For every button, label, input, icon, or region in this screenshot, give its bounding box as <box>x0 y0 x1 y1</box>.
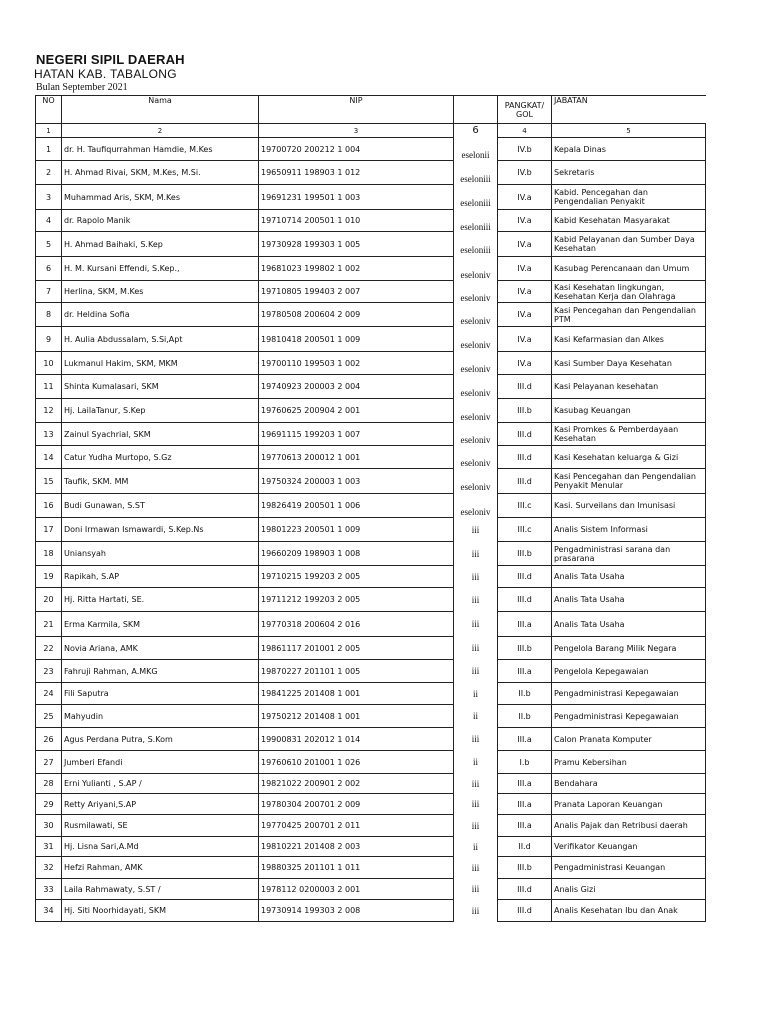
cell-jabatan: Kabid Kesehatan Masyarakat <box>552 210 706 232</box>
cell-eselon <box>454 728 498 751</box>
cell-nama: Jumberi Efandi <box>62 751 259 774</box>
cell-nip: 19760625 200904 2 001 <box>259 399 454 423</box>
cell-gol: II.d <box>498 837 552 857</box>
cell-jabatan: Kasi Sumber Daya Kesehatan <box>552 352 706 375</box>
index-nip: 3 <box>259 124 454 138</box>
cell-no: 14 <box>36 446 62 469</box>
cell-nip: 19750324 200003 1 003 <box>259 469 454 494</box>
cell-no: 29 <box>36 794 62 815</box>
cell-eselon <box>454 683 498 705</box>
cell-nama: Fahruji Rahman, A.MKG <box>62 660 259 683</box>
cell-jabatan: Pranata Laporan Keuangan <box>552 794 706 815</box>
table-row <box>36 185 706 210</box>
cell-nama: Rusmilawati, SE <box>62 815 259 837</box>
cell-eselon <box>454 774 498 794</box>
cell-gol: III.d <box>498 446 552 469</box>
cell-no: 9 <box>36 327 62 352</box>
cell-gol: I.b <box>498 751 552 774</box>
cell-eselon <box>454 303 498 327</box>
cell-nip: 19711212 199203 2 005 <box>259 588 454 612</box>
cell-no: 12 <box>36 399 62 423</box>
cell-no: 22 <box>36 637 62 660</box>
table-row <box>36 494 706 518</box>
cell-no: 27 <box>36 751 62 774</box>
cell-eselon <box>454 879 498 900</box>
document-title-line2: HATAN KAB. TABALONG <box>34 67 177 81</box>
cell-eselon <box>454 375 498 399</box>
table-row <box>36 837 706 857</box>
table-row <box>36 257 706 281</box>
cell-eselon <box>454 900 498 922</box>
cell-nama: Shinta Kumalasari, SKM <box>62 375 259 399</box>
cell-eselon-text: iii <box>471 643 480 653</box>
cell-no: 17 <box>36 518 62 542</box>
cell-no: 25 <box>36 705 62 728</box>
cell-no: 4 <box>36 210 62 232</box>
cell-gol: III.a <box>498 612 552 637</box>
cell-eselon <box>454 399 498 423</box>
cell-eselon <box>454 751 498 774</box>
header-eselon <box>454 96 498 124</box>
cell-eselon-text: eseloniii <box>460 173 491 184</box>
cell-nama: Hefzi Rahman, AMK <box>62 857 259 879</box>
cell-eselon-text: ii <box>472 757 478 767</box>
table-row <box>36 375 706 399</box>
cell-eselon-text: eseloniv <box>460 364 491 374</box>
table-row <box>36 210 706 232</box>
cell-eselon <box>454 161 498 185</box>
cell-eselon <box>454 232 498 257</box>
table-row <box>36 232 706 257</box>
cell-gol: III.c <box>498 518 552 542</box>
cell-eselon-text: iii <box>471 820 480 831</box>
cell-nama: dr. H. Taufiqurrahman Hamdie, M.Kes <box>62 138 259 161</box>
cell-gol: IV.a <box>498 352 552 375</box>
cell-gol: III.d <box>498 375 552 399</box>
cell-nip: 19700110 199503 1 002 <box>259 352 454 375</box>
cell-eselon-text: ii <box>472 711 478 721</box>
cell-nip: 19900831 202012 1 014 <box>259 728 454 751</box>
cell-no: 26 <box>36 728 62 751</box>
cell-nama: Mahyudin <box>62 705 259 728</box>
table-row <box>36 138 706 161</box>
cell-no: 32 <box>36 857 62 879</box>
table-row <box>36 399 706 423</box>
table-row <box>36 446 706 469</box>
cell-nama: Agus Perdana Putra, S.Kom <box>62 728 259 751</box>
cell-eselon <box>454 705 498 728</box>
cell-gol: IV.a <box>498 281 552 303</box>
cell-eselon-text: eseloniv <box>460 387 491 398</box>
cell-nama: dr. Rapolo Manik <box>62 210 259 232</box>
cell-gol: III.b <box>498 857 552 879</box>
cell-nama: Herlina, SKM, M.Kes <box>62 281 259 303</box>
cell-nip: 19730914 199303 2 008 <box>259 900 454 922</box>
cell-jabatan: Analis Sistem Informasi <box>552 518 706 542</box>
cell-jabatan: Analis Tata Usaha <box>552 566 706 588</box>
cell-gol: III.a <box>498 794 552 815</box>
table-row <box>36 518 706 542</box>
cell-nama: Uniansyah <box>62 542 259 566</box>
cell-jabatan: Kasubag Perencanaan dan Umum <box>552 257 706 281</box>
cell-eselon <box>454 857 498 879</box>
cell-eselon <box>454 518 498 542</box>
cell-no: 16 <box>36 494 62 518</box>
cell-gol: III.a <box>498 728 552 751</box>
header-pangkat: PANGKAT/ GOL <box>498 96 552 124</box>
cell-nip: 19750212 201408 1 001 <box>259 705 454 728</box>
cell-jabatan: Pengelola Barang Milik Negara <box>552 637 706 660</box>
index-eselon: 6 <box>472 125 479 137</box>
cell-eselon-text: iii <box>471 524 480 535</box>
cell-eselon-text: iii <box>471 734 480 744</box>
table-row <box>36 794 706 815</box>
document-period: Bulan September 2021 <box>36 82 128 93</box>
cell-nip: 19780508 200604 2 009 <box>259 303 454 327</box>
cell-gol: III.d <box>498 423 552 446</box>
cell-eselon-text: ii <box>472 688 478 699</box>
cell-no: 10 <box>36 352 62 375</box>
cell-nip: 19826419 200501 1 006 <box>259 494 454 518</box>
cell-jabatan: Analis Tata Usaha <box>552 612 706 637</box>
cell-eselon <box>454 352 498 375</box>
cell-gol: III.d <box>498 879 552 900</box>
table-row <box>36 327 706 352</box>
cell-nip: 19821022 200901 2 002 <box>259 774 454 794</box>
table-row <box>36 588 706 612</box>
cell-nip: 19780304 200701 2 009 <box>259 794 454 815</box>
cell-eselon-text: eseloniv <box>460 458 491 468</box>
table-row <box>36 660 706 683</box>
cell-nama: Laila Rahmawaty, S.ST / <box>62 879 259 900</box>
cell-jabatan: Pengadministrasi Kepegawaian <box>552 705 706 728</box>
cell-gol: III.b <box>498 542 552 566</box>
cell-no: 18 <box>36 542 62 566</box>
table-row <box>36 857 706 879</box>
table-row <box>36 815 706 837</box>
cell-gol: IV.a <box>498 210 552 232</box>
cell-eselon <box>454 637 498 660</box>
cell-no: 21 <box>36 612 62 637</box>
table-row <box>36 728 706 751</box>
cell-no: 1 <box>36 138 62 161</box>
cell-eselon-text: eselonii <box>461 150 490 160</box>
cell-no: 31 <box>36 837 62 857</box>
cell-eselon-text: iii <box>471 548 480 559</box>
cell-eselon-text: eseloniv <box>460 435 491 445</box>
cell-eselon <box>454 281 498 303</box>
cell-jabatan: Kepala Dinas <box>552 138 706 161</box>
cell-gol: III.a <box>498 774 552 794</box>
document-title-line1: NEGERI SIPIL DAERAH <box>36 52 185 67</box>
cell-jabatan: Analis Pajak dan Retribusi daerah <box>552 815 706 837</box>
cell-nip: 19801223 200501 1 009 <box>259 518 454 542</box>
cell-eselon-text: eseloniv <box>460 269 491 280</box>
cell-eselon <box>454 210 498 232</box>
cell-nip: 19700720 200212 1 004 <box>259 138 454 161</box>
cell-gol: III.c <box>498 494 552 518</box>
table-row <box>36 612 706 637</box>
cell-nip: 19710805 199403 2 007 <box>259 281 454 303</box>
cell-jabatan: Kasubag Keuangan <box>552 399 706 423</box>
header-no: NO <box>36 96 62 124</box>
cell-jabatan: Kasi Kesehatan lingkungan, Kesehatan Kerja dan Olahraga <box>552 281 706 303</box>
cell-jabatan: Pramu Kebersihan <box>552 751 706 774</box>
cell-nip: 19810418 200501 1 009 <box>259 327 454 352</box>
cell-eselon <box>454 185 498 210</box>
cell-gol: II.b <box>498 683 552 705</box>
cell-gol: III.a <box>498 815 552 837</box>
cell-eselon-text: iii <box>471 666 480 676</box>
cell-gol: III.a <box>498 660 552 683</box>
index-pangkat: 4 <box>498 124 552 138</box>
cell-eselon <box>454 138 498 161</box>
cell-nama: Doni Irmawan Ismawardi, S.Kep.Ns <box>62 518 259 542</box>
table-row <box>36 423 706 446</box>
cell-eselon <box>454 423 498 446</box>
cell-nip: 19691231 199501 1 003 <box>259 185 454 210</box>
cell-eselon-text: iii <box>471 862 480 873</box>
table-row <box>36 705 706 728</box>
cell-nama: dr. Heldina Sofia <box>62 303 259 327</box>
cell-nip: 19770318 200604 2 016 <box>259 612 454 637</box>
cell-eselon-text: eseloniv <box>460 340 491 350</box>
cell-nama: Erma Karmila, SKM <box>62 612 259 637</box>
cell-jabatan: Bendahara <box>552 774 706 794</box>
cell-nama: Hj. Siti Noorhidayati, SKM <box>62 900 259 922</box>
index-nama: 2 <box>62 124 259 138</box>
table-row <box>36 352 706 375</box>
header-nip: NIP <box>259 96 454 124</box>
cell-eselon-text: iii <box>471 905 480 916</box>
cell-nip: 19650911 198903 1 012 <box>259 161 454 185</box>
cell-nip: 19861117 201001 2 005 <box>259 637 454 660</box>
cell-nama: Muhammad Aris, SKM, M.Kes <box>62 185 259 210</box>
cell-jabatan: Analis Gizi <box>552 879 706 900</box>
cell-nama: Catur Yudha Murtopo, S.Gz <box>62 446 259 469</box>
cell-jabatan: Kasi Pencegahan dan Pengendalian PTM <box>552 303 706 327</box>
cell-eselon <box>454 469 498 494</box>
cell-eselon-text: iii <box>471 594 480 605</box>
cell-no: 24 <box>36 683 62 705</box>
cell-nip: 19691115 199203 1 007 <box>259 423 454 446</box>
table-row <box>36 469 706 494</box>
cell-jabatan: Kabid Pelayanan dan Sumber Daya Kesehatan <box>552 232 706 257</box>
cell-eselon-text: eseloniv <box>460 482 491 492</box>
cell-gol: III.b <box>498 399 552 423</box>
cell-eselon <box>454 566 498 588</box>
cell-nama: H. Ahmad Rivai, SKM, M.Kes, M.Si. <box>62 161 259 185</box>
table-row <box>36 161 706 185</box>
cell-gol: III.d <box>498 469 552 494</box>
cell-nama: Novia Ariana, AMK <box>62 637 259 660</box>
table-row <box>36 751 706 774</box>
cell-nip: 19770425 200701 2 011 <box>259 815 454 837</box>
employee-table <box>35 95 706 922</box>
cell-eselon-text: iii <box>471 571 480 582</box>
cell-nama: H. Ahmad Baihaki, S.Kep <box>62 232 259 257</box>
cell-eselon-text: iii <box>471 778 480 789</box>
table-row <box>36 542 706 566</box>
cell-eselon <box>454 794 498 815</box>
cell-nip: 19730928 199303 1 005 <box>259 232 454 257</box>
cell-no: 33 <box>36 879 62 900</box>
cell-no: 23 <box>36 660 62 683</box>
cell-eselon <box>454 815 498 837</box>
cell-eselon-text: iii <box>471 799 480 809</box>
cell-nama: Zainul Syachrial, SKM <box>62 423 259 446</box>
cell-nama: Retty Ariyani,S.AP <box>62 794 259 815</box>
cell-nip: 19710215 199203 2 005 <box>259 566 454 588</box>
cell-jabatan: Sekretaris <box>552 161 706 185</box>
cell-jabatan: Pengadministrasi Keuangan <box>552 857 706 879</box>
cell-nip: 19870227 201101 1 005 <box>259 660 454 683</box>
cell-gol: IV.b <box>498 161 552 185</box>
cell-eselon <box>454 257 498 281</box>
cell-nama: Taufik, SKM. MM <box>62 469 259 494</box>
cell-gol: IV.b <box>498 138 552 161</box>
cell-jabatan: Kasi Pelayanan kesehatan <box>552 375 706 399</box>
cell-eselon-text: eseloniv <box>460 411 491 422</box>
table-row <box>36 637 706 660</box>
cell-jabatan: Calon Pranata Komputer <box>552 728 706 751</box>
cell-no: 11 <box>36 375 62 399</box>
table-row <box>36 900 706 922</box>
cell-no: 20 <box>36 588 62 612</box>
cell-no: 19 <box>36 566 62 588</box>
cell-nama: H. M. Kursani Effendi, S.Kep., <box>62 257 259 281</box>
cell-no: 6 <box>36 257 62 281</box>
cell-no: 28 <box>36 774 62 794</box>
cell-nama: Erni Yulianti , S.AP / <box>62 774 259 794</box>
table-row <box>36 879 706 900</box>
cell-nama: Hj. Ritta Hartati, SE. <box>62 588 259 612</box>
table-index-row <box>36 124 706 138</box>
cell-eselon-text: eseloniii <box>460 245 491 255</box>
cell-jabatan: Pengelola Kepegawaian <box>552 660 706 683</box>
cell-no: 7 <box>36 281 62 303</box>
cell-jabatan: Kasi. Surveilans dan Imunisasi <box>552 494 706 518</box>
cell-gol: III.d <box>498 900 552 922</box>
cell-nip: 19660209 198903 1 008 <box>259 542 454 566</box>
cell-no: 5 <box>36 232 62 257</box>
cell-nip: 19760610 201001 1 026 <box>259 751 454 774</box>
table-row <box>36 303 706 327</box>
cell-nip: 19710714 200501 1 010 <box>259 210 454 232</box>
cell-nama: Hj. LailaTanur, S.Kep <box>62 399 259 423</box>
cell-eselon <box>454 612 498 637</box>
cell-gol: III.d <box>498 588 552 612</box>
cell-no: 13 <box>36 423 62 446</box>
cell-no: 34 <box>36 900 62 922</box>
cell-no: 30 <box>36 815 62 837</box>
cell-eselon-text: ii <box>472 841 478 852</box>
cell-eselon <box>454 446 498 469</box>
cell-nip: 19770613 200012 1 001 <box>259 446 454 469</box>
index-jabatan: 5 <box>552 124 706 138</box>
cell-nama: Fili Saputra <box>62 683 259 705</box>
cell-gol: IV.a <box>498 232 552 257</box>
cell-nip: 19880325 201101 1 011 <box>259 857 454 879</box>
cell-gol: II.b <box>498 705 552 728</box>
cell-jabatan: Pengadministrasi Kepegawaian <box>552 683 706 705</box>
table-row <box>36 683 706 705</box>
cell-gol: IV.a <box>498 257 552 281</box>
cell-jabatan: Kasi Pencegahan dan Pengendalian Penyakit Menular <box>552 469 706 494</box>
cell-eselon-text: iii <box>471 884 480 894</box>
cell-gol: IV.a <box>498 327 552 352</box>
cell-eselon <box>454 837 498 857</box>
header-jabatan: JABATAN <box>552 96 706 124</box>
cell-nama: Lukmanul Hakim, SKM, MKM <box>62 352 259 375</box>
cell-jabatan: Kasi Kesehatan keluarga & Gizi <box>552 446 706 469</box>
index-no: 1 <box>36 124 62 138</box>
cell-jabatan: Kasi Kefarmasian dan Alkes <box>552 327 706 352</box>
cell-eselon <box>454 494 498 518</box>
cell-nama: Rapikah, S.AP <box>62 566 259 588</box>
cell-nip: 19740923 200003 2 004 <box>259 375 454 399</box>
cell-jabatan: Pengadministrasi sarana dan prasarana <box>552 542 706 566</box>
cell-jabatan: Kabid. Pencegahan dan Pengendalian Penyakit <box>552 185 706 210</box>
cell-jabatan: Verifikator Keuangan <box>552 837 706 857</box>
cell-nip: 1978112 0200003 2 001 <box>259 879 454 900</box>
cell-nip: 19841225 201408 1 001 <box>259 683 454 705</box>
cell-eselon <box>454 588 498 612</box>
cell-gol: IV.a <box>498 185 552 210</box>
cell-jabatan: Analis Tata Usaha <box>552 588 706 612</box>
cell-nama: Budi Gunawan, S.ST <box>62 494 259 518</box>
table-header-row <box>36 96 706 124</box>
cell-nama: H. Aulia Abdussalam, S.Si,Apt <box>62 327 259 352</box>
cell-eselon <box>454 542 498 566</box>
cell-jabatan: Kasi Promkes & Pemberdayaan Kesehatan <box>552 423 706 446</box>
cell-gol: III.b <box>498 637 552 660</box>
table-row <box>36 566 706 588</box>
cell-no: 3 <box>36 185 62 210</box>
cell-gol: III.d <box>498 566 552 588</box>
cell-eselon-text: eseloniv <box>460 506 491 517</box>
cell-no: 2 <box>36 161 62 185</box>
table-row <box>36 774 706 794</box>
cell-nip: 19810221 201408 2 003 <box>259 837 454 857</box>
cell-eselon-text: eseloniv <box>460 292 491 303</box>
cell-eselon <box>454 327 498 352</box>
cell-jabatan: Analis Kesehatan Ibu dan Anak <box>552 900 706 922</box>
cell-eselon-text: eseloniii <box>460 198 491 208</box>
cell-nip: 19681023 199802 1 002 <box>259 257 454 281</box>
cell-eselon <box>454 660 498 683</box>
cell-gol: IV.a <box>498 303 552 327</box>
cell-no: 15 <box>36 469 62 494</box>
cell-eselon-text: eseloniv <box>460 315 491 326</box>
header-nama: Nama <box>62 96 259 124</box>
table-row <box>36 281 706 303</box>
cell-eselon-text: iii <box>471 619 480 629</box>
cell-eselon-text: eseloniii <box>460 221 491 232</box>
cell-no: 8 <box>36 303 62 327</box>
cell-nama: Hj. Lisna Sari,A.Md <box>62 837 259 857</box>
